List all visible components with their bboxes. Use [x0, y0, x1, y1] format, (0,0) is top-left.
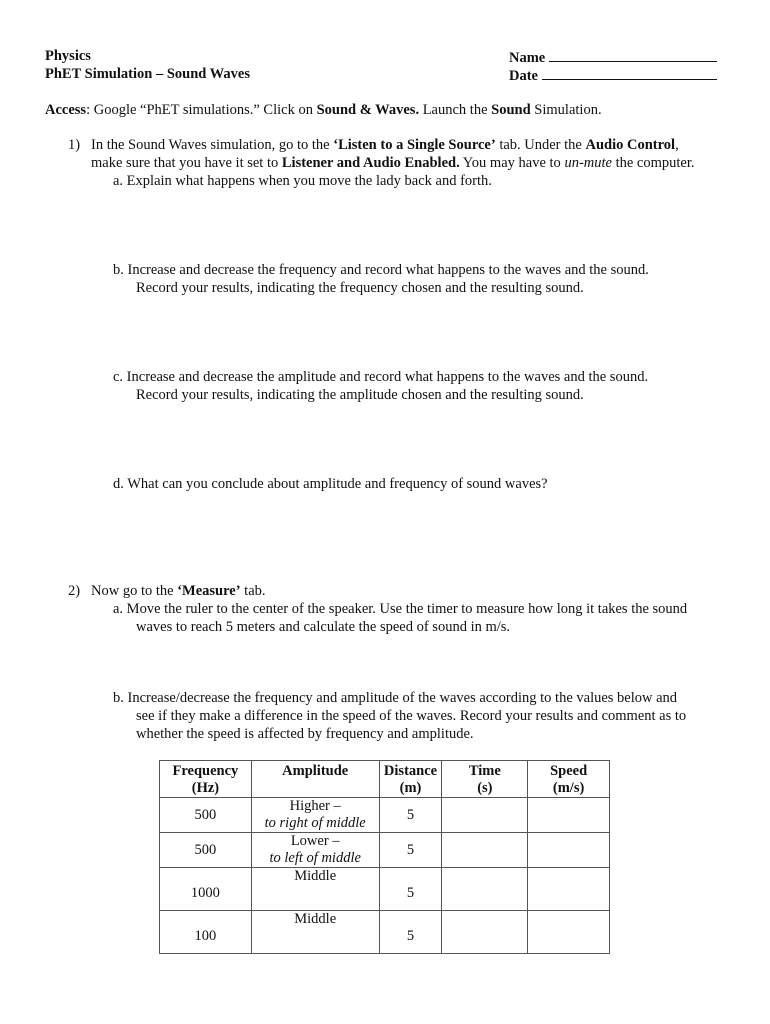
q1d-prompt: d. What can you conclude about amplitude and frequency of sound waves?: [113, 476, 548, 492]
q2b-prompt-line3: whether the speed is affected by frequency and amplitude.: [136, 726, 474, 742]
cell-speed[interactable]: [528, 868, 610, 911]
cell-time[interactable]: [442, 798, 528, 833]
cell-distance: 5: [379, 798, 442, 833]
q2b-prompt: b. Increase/decrease the frequency and amplitude of the waves according to the values below and: [113, 690, 678, 706]
cell-frequency: 500: [160, 833, 252, 868]
header-frequency: Frequency (Hz): [160, 761, 252, 798]
cell-time[interactable]: [442, 868, 528, 911]
q2a-prompt: a. Move the ruler to the center of the speaker. Use the timer to measure how long it takes the sound: [113, 601, 688, 617]
q2b-prompt-line2: see if they make a difference in the speed of the waves. Record your results and comment as to: [136, 708, 687, 724]
worksheet-title: PhET Simulation – Sound Waves: [45, 66, 250, 82]
date-field[interactable]: Date: [509, 65, 717, 85]
date-blank[interactable]: [542, 65, 717, 80]
header-speed: Speed (m/s): [528, 761, 610, 798]
q2a-prompt-line2: waves to reach 5 meters and calculate the speed of sound in m/s.: [136, 619, 511, 635]
table-header-row: [160, 761, 610, 798]
q1c-prompt: c. Increase and decrease the amplitude and record what happens to the waves and the sound.: [113, 369, 649, 385]
table-row: [160, 911, 610, 954]
cell-time[interactable]: [442, 911, 528, 954]
cell-distance: 5: [379, 833, 442, 868]
q1-line1: In the Sound Waves simulation, go to the ‘Listen to a Single Source’ tab. Under the Audio Control,: [91, 137, 679, 153]
cell-speed[interactable]: [528, 798, 610, 833]
cell-frequency: 500: [160, 798, 252, 833]
cell-frequency: 1000: [160, 868, 252, 911]
q2-line1: Now go to the ‘Measure’ tab.: [91, 583, 266, 599]
header-time: Time (s): [442, 761, 528, 798]
access-instructions: Access: Google “PhET simulations.” Click on Sound & Waves. Launch the Sound Simulation.: [45, 102, 602, 118]
cell-frequency: 100: [160, 911, 252, 954]
header-distance: Distance (m): [379, 761, 442, 798]
measurement-table: [159, 760, 610, 954]
cell-distance: 5: [379, 868, 442, 911]
cell-amplitude: Higher – to right of middle: [251, 798, 379, 833]
header-amplitude: Amplitude: [251, 761, 379, 798]
q1c-prompt-line2: Record your results, indicating the amplitude chosen and the resulting sound.: [136, 387, 584, 403]
cell-distance: 5: [379, 911, 442, 954]
course-subject: Physics: [45, 48, 91, 64]
cell-amplitude: Middle: [251, 868, 379, 911]
table-row: [160, 798, 610, 833]
cell-amplitude: Lower – to left of middle: [251, 833, 379, 868]
q2-number: 2): [68, 583, 81, 599]
q1a-prompt: a. Explain what happens when you move the lady back and forth.: [113, 173, 492, 189]
cell-speed[interactable]: [528, 911, 610, 954]
cell-amplitude: Middle: [251, 911, 379, 954]
q1b-prompt-line2: Record your results, indicating the frequency chosen and the resulting sound.: [136, 280, 584, 296]
q1-line2: make sure that you have it set to Listener and Audio Enabled. You may have to un-mute the computer.: [91, 155, 695, 171]
table-row: [160, 868, 610, 911]
table-row: [160, 833, 610, 868]
q1-number: 1): [68, 137, 81, 153]
q1b-prompt: b. Increase and decrease the frequency and record what happens to the waves and the sound.: [113, 262, 649, 278]
cell-time[interactable]: [442, 833, 528, 868]
name-field[interactable]: Name: [509, 47, 717, 67]
name-blank[interactable]: [549, 47, 717, 62]
cell-speed[interactable]: [528, 833, 610, 868]
